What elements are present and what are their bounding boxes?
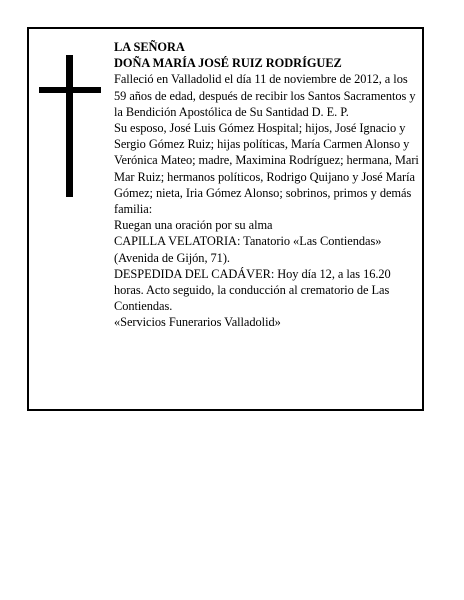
notice-heading-title: LA SEÑORA: [114, 40, 185, 54]
deceased-name: DOÑA MARÍA JOSÉ RUIZ RODRÍGUEZ: [114, 56, 342, 71]
latin-cross-icon: [39, 55, 101, 197]
funeral-services-credit: «Servicios Funerarios Valladolid»: [114, 315, 281, 330]
wake-chapel-info: CAPILLA VELATORIA: Tanatorio «Las Contiendas» (Avenida de Gijón, 71).: [114, 234, 382, 265]
funeral-farewell-info: DESPEDIDA DEL CADÁVER: Hoy día 12, a las 16.20 horas. Acto seguido, la conducción al crematorio de Las Contiendas.: [114, 266, 391, 314]
obituary-text: [114, 39, 420, 331]
family-list: Su esposo, José Luis Gómez Hospital; hijos, José Ignacio y Sergio Gómez Ruiz; hijas políticas, María Carmen Alonso y Verónica Mateo; madre, Maximina Rodríguez; hermana, Mari Mar Ruiz; hermanos políticos, Rodrigo Quijano y José María Gómez; nieta, Iria Gómez Alonso; sobrinos, primos y demás familia:: [114, 121, 419, 217]
cross-horizontal-bar: [39, 87, 101, 93]
cross-vertical-bar: [66, 55, 73, 197]
death-announcement: Falleció en Valladolid el día 11 de noviembre de 2012, a los 59 años de edad, después de recibir los Santos Sacramentos y la Bendición Apostólica de Su Santidad D. E. P.: [114, 72, 416, 119]
prayer-request: Ruegan una oración por su alma: [114, 218, 273, 233]
